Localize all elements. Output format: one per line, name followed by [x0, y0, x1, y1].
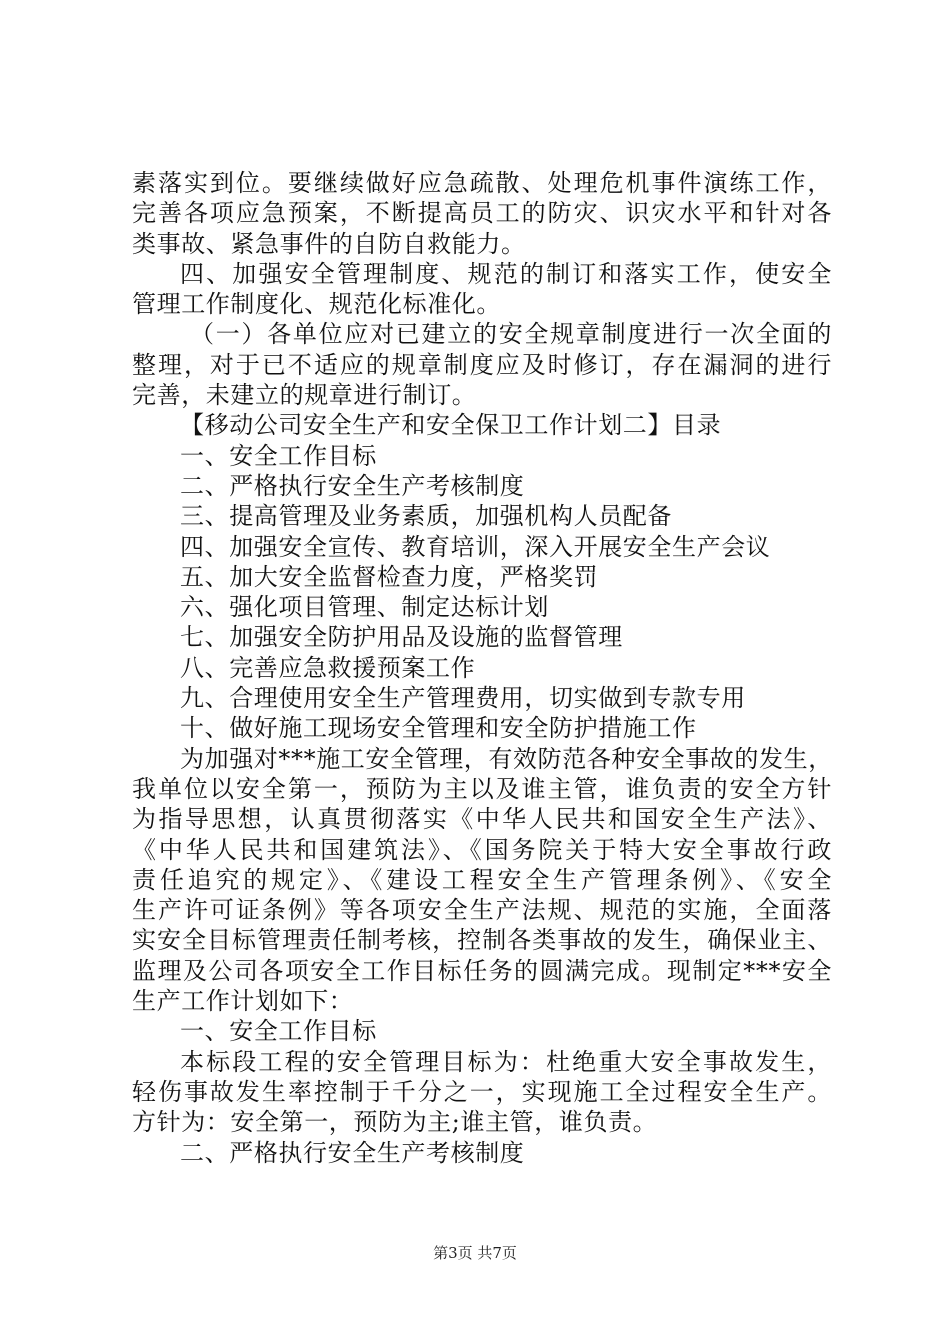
text-line: 整理，对于已不适应的规章制度应及时修订，存在漏洞的进行	[132, 350, 832, 379]
text-line: 我单位以安全第一，预防为主以及谁主管，谁负责的安全方针	[132, 774, 832, 803]
toc-item: 四、加强安全宣传、教育培训，深入开展安全生产会议	[180, 532, 771, 561]
text-line: 方针为：安全第一，预防为主;谁主管，谁负责。	[132, 1108, 658, 1137]
text-line: 本标段工程的安全管理目标为：杜绝重大安全事故发生，	[180, 1047, 832, 1076]
toc-item: 五、加大安全监督检查力度，严格奖罚	[180, 562, 599, 591]
text-line: 完善，未建立的规章进行制订。	[132, 381, 477, 410]
section-heading: 一、安全工作目标	[180, 1017, 377, 1046]
toc-item: 八、完善应急救援预案工作	[180, 653, 476, 682]
document-body	[132, 168, 832, 1168]
toc-item: 二、严格执行安全生产考核制度	[180, 471, 525, 500]
text-line: 为加强对***施工安全管理，有效防范各种安全事故的发生，	[180, 744, 833, 773]
text-line: 生产工作计划如下：	[132, 987, 354, 1016]
toc-heading: 【移动公司安全生产和安全保卫工作计划二】目录	[180, 411, 722, 440]
text-line: 轻伤事故发生率控制于千分之一，实现施工全过程安全生产。	[132, 1077, 832, 1106]
toc-item: 一、安全工作目标	[180, 441, 377, 470]
text-line: 为指导思想，认真贯彻落实《中华人民共和国安全生产法》、	[132, 805, 832, 834]
toc-item: 六、强化项目管理、制定达标计划	[180, 593, 549, 622]
toc-item: 三、提高管理及业务素质，加强机构人员配备	[180, 502, 672, 531]
text-line: 《中华人民共和国建筑法》、《国务院关于特大安全事故行政	[132, 835, 832, 864]
toc-item: 七、加强安全防护用品及设施的监督管理	[180, 623, 623, 652]
section-heading: 二、严格执行安全生产考核制度	[180, 1138, 525, 1167]
text-line: 实安全目标管理责任制考核，控制各类事故的发生，确保业主、	[132, 926, 832, 955]
text-line: 生产许可证条例》等各项安全生产法规、规范的实施，全面落	[132, 896, 832, 925]
toc-item: 九、合理使用安全生产管理费用，切实做到专款专用	[180, 684, 746, 713]
text-line: 监理及公司各项安全工作目标任务的圆满完成。现制定***安全	[132, 956, 832, 985]
text-line: 四、加强安全管理制度、规范的制订和落实工作，使安全	[180, 259, 832, 288]
text-line: 完善各项应急预案，不断提高员工的防灾、识灾水平和针对各	[132, 199, 832, 228]
text-line: 素落实到位。要继续做好应急疏散、处理危机事件演练工作，	[132, 169, 832, 197]
text-line: 类事故、紧急事件的自防自救能力。	[132, 229, 526, 258]
page-number-footer: 第3页 共7页	[433, 1244, 517, 1262]
text-line: 管理工作制度化、规范化标准化。	[132, 290, 501, 319]
toc-item: 十、做好施工现场安全管理和安全防护措施工作	[180, 714, 697, 743]
text-line: （一）各单位应对已建立的安全规章制度进行一次全面的	[190, 320, 832, 349]
text-line: 责任追究的规定》、《建设工程安全生产管理条例》、《安全	[132, 865, 832, 894]
